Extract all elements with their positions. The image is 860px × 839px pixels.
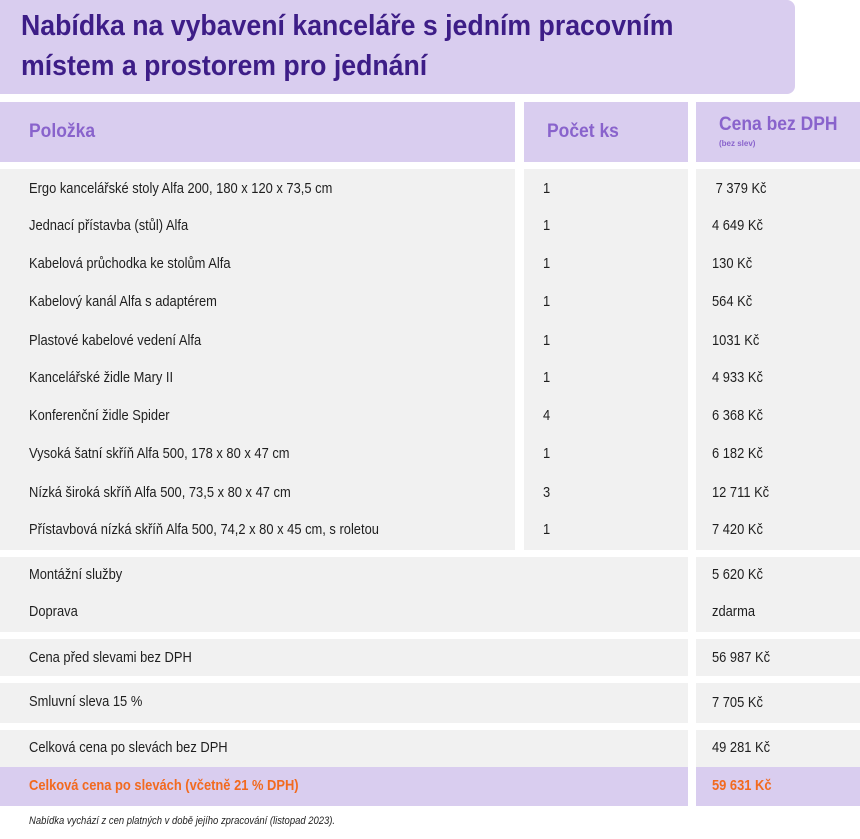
total-vat-value: 59 631 Kč (712, 777, 772, 794)
item-price: 6 368 Kč (712, 407, 763, 424)
item-qty: 1 (543, 521, 551, 538)
item-qty: 1 (543, 369, 551, 386)
item-qty: 1 (543, 293, 551, 310)
item-price: 12 711 Kč (712, 484, 770, 501)
item-qty: 1 (543, 217, 551, 234)
item-price: 7 379 Kč (712, 180, 767, 197)
item-name: Konferenční židle Spider (29, 407, 170, 424)
item-name: Jednací přístavba (stůl) Alfa (29, 217, 189, 234)
item-name: Vysoká šatní skříň Alfa 500, 178 x 80 x 47 cm (29, 445, 290, 462)
service-price: zdarma (712, 603, 756, 620)
item-price: 4 933 Kč (712, 369, 763, 386)
item-name: Přístavbová nízká skříň Alfa 500, 74,2 x 80 x 45 cm, s roletou (29, 521, 379, 538)
service-name: Montážní služby (29, 566, 123, 583)
item-price: 4 649 Kč (712, 217, 763, 234)
item-qty: 4 (543, 407, 551, 424)
item-price: 130 Kč (712, 255, 753, 272)
item-name: Kabelová průchodka ke stolům Alfa (29, 255, 231, 272)
item-qty: 1 (543, 445, 551, 462)
footnote: Nabídka vychází z cen platných v době jejího zpracování (listopad 2023). (29, 815, 336, 827)
page-title: Nabídka na vybavení kanceláře s jedním pracovním místem a prostorem pro jednání (21, 10, 674, 82)
header-qty: Počet ks (547, 121, 619, 142)
item-name: Kabelový kanál Alfa s adaptérem (29, 293, 217, 310)
item-price: 7 420 Kč (712, 521, 763, 538)
item-name: Kancelářské židle Mary II (29, 369, 174, 386)
service-name: Doprava (29, 603, 78, 620)
header-price-cell (696, 102, 860, 162)
subtotal-value: 56 987 Kč (712, 649, 771, 666)
total-no-vat-label: Celková cena po slevách bez DPH (29, 739, 228, 756)
item-name: Nízká široká skříň Alfa 500, 73,5 x 80 x 47 cm (29, 484, 291, 501)
total-no-vat-value: 49 281 Kč (712, 739, 771, 756)
service-price: 5 620 Kč (712, 566, 763, 583)
item-price: 1031 Kč (712, 332, 760, 349)
title-banner (0, 0, 795, 94)
header-price-note: (bez slev) (719, 139, 756, 148)
subtotal-label: Cena před slevami bez DPH (29, 649, 192, 666)
discount-value: 7 705 Kč (712, 694, 763, 711)
item-name: Plastové kabelové vedení Alfa (29, 332, 202, 349)
item-price: 6 182 Kč (712, 445, 763, 462)
item-qty: 1 (543, 332, 551, 349)
item-qty: 1 (543, 255, 551, 272)
item-qty: 1 (543, 180, 551, 197)
item-price: 564 Kč (712, 293, 753, 310)
total-vat-label: Celková cena po slevách (včetně 21 % DPH) (29, 777, 299, 794)
header-item-cell (0, 102, 515, 162)
header-price: Cena bez DPH (719, 114, 838, 135)
item-qty: 3 (543, 484, 551, 501)
header-item: Položka (29, 121, 96, 142)
item-name: Ergo kancelářské stoly Alfa 200, 180 x 120 x 73,5 cm (29, 180, 333, 197)
discount-label: Smluvní sleva 15 % (29, 693, 143, 710)
header-qty-cell (524, 102, 688, 162)
